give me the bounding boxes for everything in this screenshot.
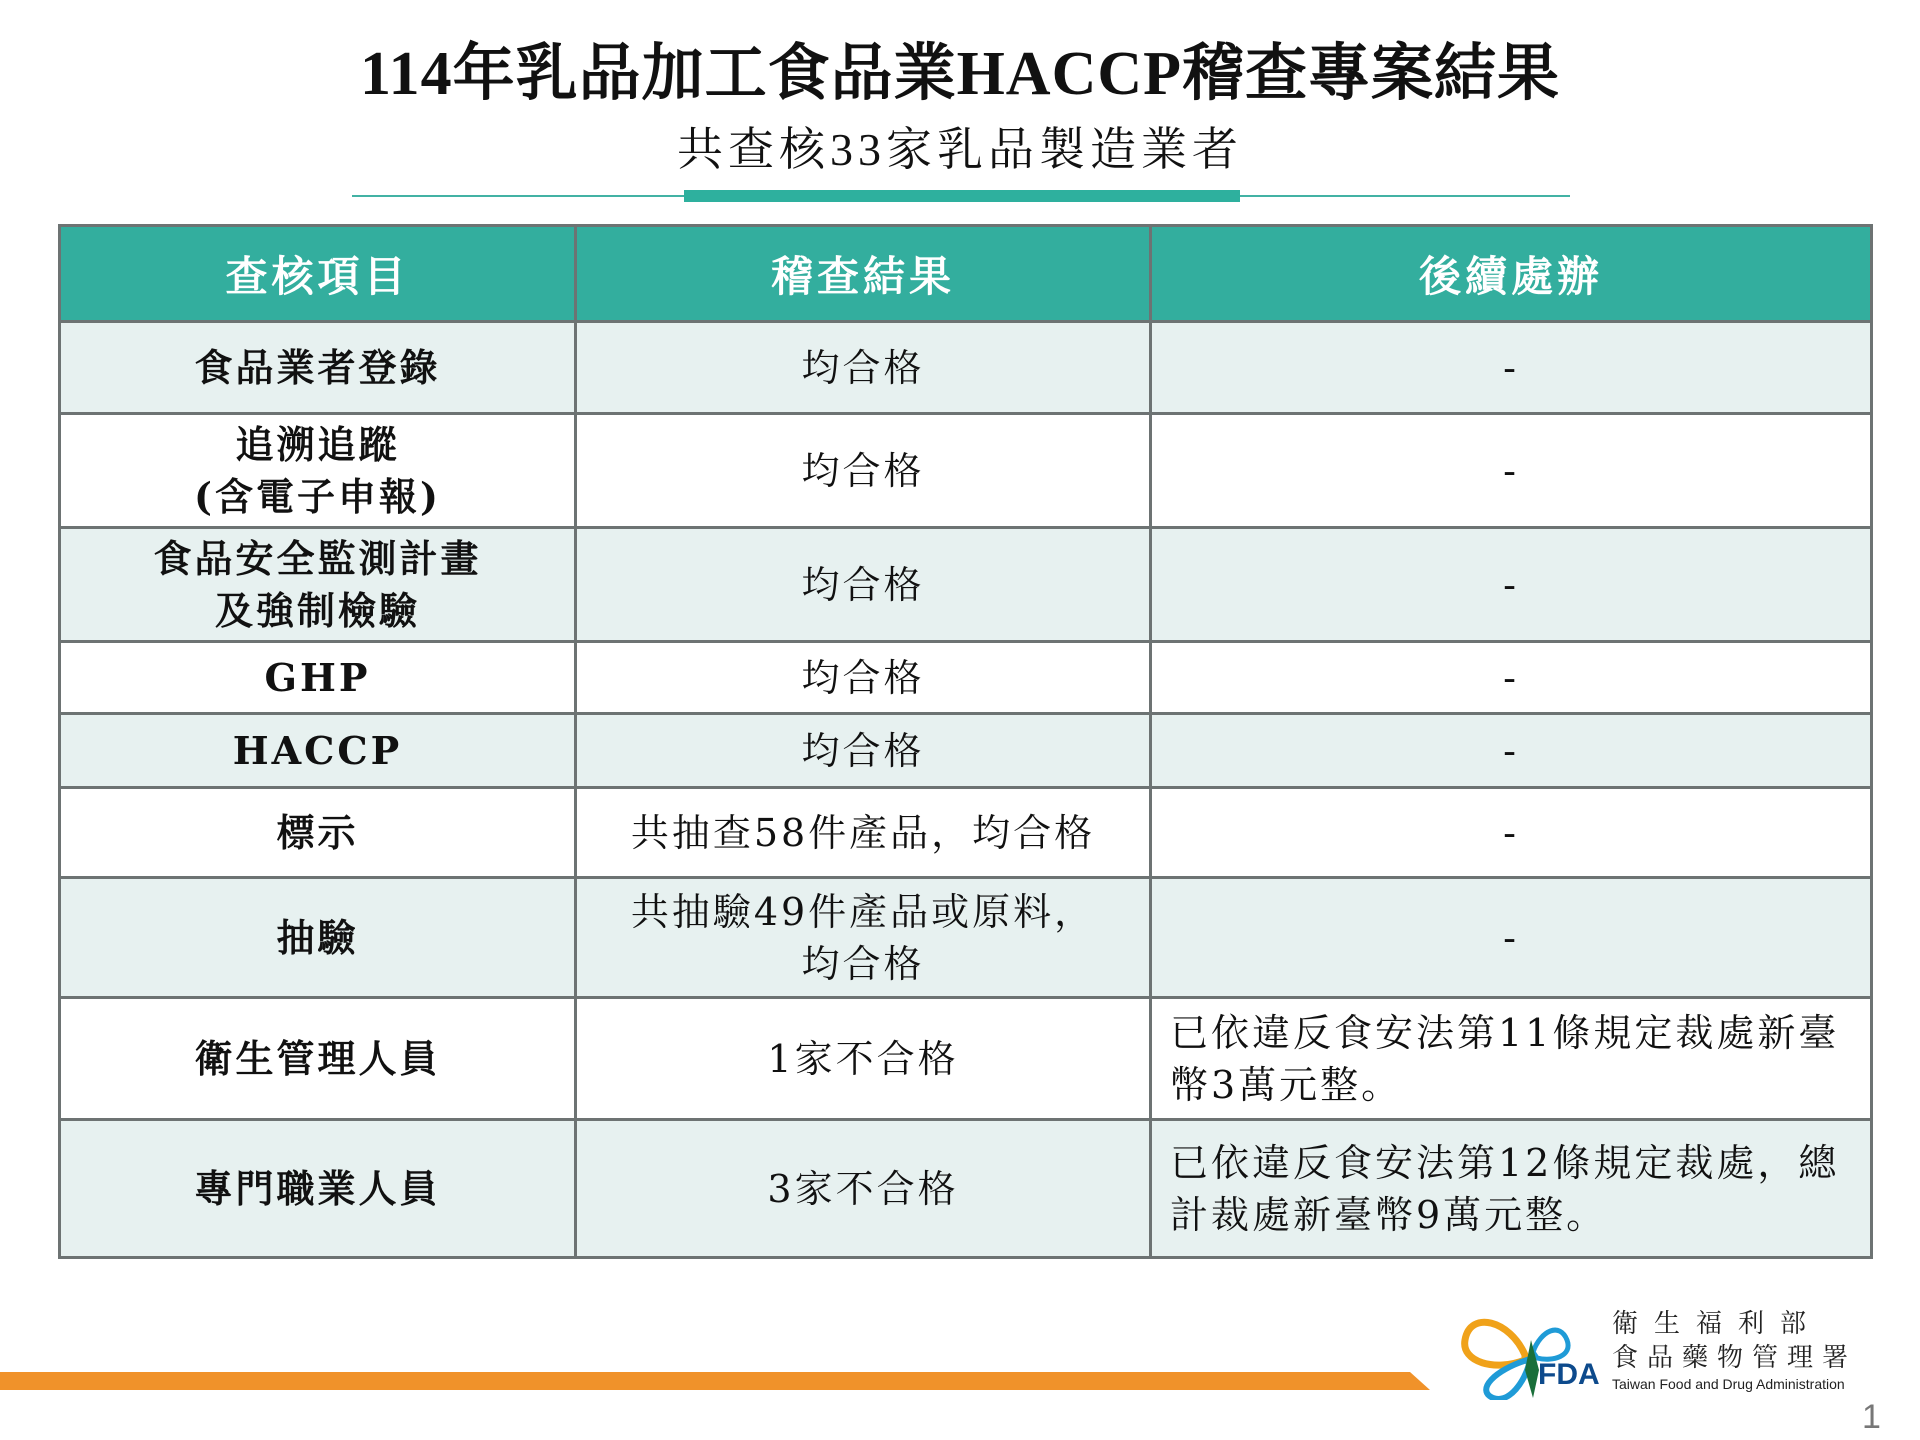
agency-name-block xyxy=(1612,1306,1860,1394)
inspection-result-cell xyxy=(576,642,1151,714)
follow-up-action-line: - xyxy=(1503,562,1519,607)
footer-orange-bar xyxy=(0,1372,1430,1390)
fda-logo-text: FDA xyxy=(1538,1358,1600,1391)
page-subtitle: 共查核33家乳品製造業者 xyxy=(677,124,1243,175)
column-header-action: 後續處辦 xyxy=(1151,226,1872,322)
inspection-result-line: 1家不合格 xyxy=(767,1036,959,1081)
follow-up-action-line: 幣3萬元整。 xyxy=(1170,1062,1403,1107)
inspection-item-line: (含電子申報) xyxy=(194,473,441,519)
inspection-result-line: 均合格 xyxy=(801,448,925,493)
follow-up-action-line: - xyxy=(1503,810,1519,855)
inspection-item-cell xyxy=(60,414,576,528)
follow-up-action-line: - xyxy=(1503,448,1519,493)
follow-up-action-cell xyxy=(1151,878,1872,998)
table-row xyxy=(60,878,1872,998)
table-row xyxy=(60,414,1872,528)
inspection-result-cell xyxy=(576,1120,1151,1258)
inspection-result-line: 3家不合格 xyxy=(767,1166,959,1211)
follow-up-action-line: - xyxy=(1503,915,1519,960)
inspection-result-cell xyxy=(576,414,1151,528)
inspection-result-cell xyxy=(576,528,1151,642)
agency-english-name: Taiwan Food and Drug Administration xyxy=(1612,1376,1845,1392)
inspection-item-line: 衛生管理人員 xyxy=(194,1035,441,1081)
department-name: 食品藥物管理署 xyxy=(1612,1342,1858,1372)
table-row xyxy=(60,1120,1872,1258)
page-number: 1 xyxy=(1862,1398,1881,1436)
follow-up-action-cell xyxy=(1151,322,1872,414)
page-title: 114年乳品加工食品業HACCP稽查專案結果 xyxy=(359,40,1560,108)
inspection-item-cell xyxy=(60,998,576,1120)
inspection-results-table xyxy=(58,224,1873,1259)
inspection-result-cell xyxy=(576,878,1151,998)
table-row xyxy=(60,322,1872,414)
ministry-name: 衛生福利部 xyxy=(1612,1308,1823,1338)
follow-up-action-cell xyxy=(1151,642,1872,714)
inspection-item-line: 及強制檢驗 xyxy=(214,587,420,633)
inspection-item-line: 食品業者登錄 xyxy=(194,344,441,390)
inspection-result-line: 共抽驗49件產品或原料， xyxy=(630,889,1096,934)
inspection-item-line: HACCP xyxy=(232,727,403,773)
inspection-item-line: 追溯追蹤 xyxy=(235,421,400,467)
inspection-item-line: 抽驗 xyxy=(276,914,359,960)
inspection-result-line: 均合格 xyxy=(801,562,925,607)
table-row xyxy=(60,528,1872,642)
table-header-row xyxy=(60,226,1872,322)
inspection-item-line: 食品安全監測計畫 xyxy=(153,535,482,581)
table-row xyxy=(60,998,1872,1120)
inspection-result-line: 共抽查58件產品，均合格 xyxy=(630,810,1096,855)
inspection-result-cell xyxy=(576,788,1151,878)
inspection-item-cell xyxy=(60,714,576,788)
column-header-item: 查核項目 xyxy=(60,226,576,322)
follow-up-action-cell xyxy=(1151,714,1872,788)
inspection-item-cell xyxy=(60,642,576,714)
follow-up-action-cell xyxy=(1151,414,1872,528)
follow-up-action-cell xyxy=(1151,788,1872,878)
inspection-item-cell xyxy=(60,788,576,878)
inspection-item-line: 標示 xyxy=(276,809,359,855)
follow-up-action-line: 計裁處新臺幣9萬元整。 xyxy=(1170,1192,1608,1237)
inspection-result-line: 均合格 xyxy=(801,941,925,986)
inspection-result-line: 均合格 xyxy=(801,655,925,700)
follow-up-action-cell xyxy=(1151,1120,1872,1258)
follow-up-action-line: - xyxy=(1503,728,1519,773)
inspection-item-line: GHP xyxy=(264,654,371,700)
inspection-result-line: 均合格 xyxy=(801,345,925,390)
inspection-result-cell xyxy=(576,714,1151,788)
follow-up-action-cell xyxy=(1151,998,1872,1120)
table-row xyxy=(60,714,1872,788)
inspection-item-cell xyxy=(60,528,576,642)
follow-up-action-cell xyxy=(1151,528,1872,642)
inspection-item-cell xyxy=(60,1120,576,1258)
inspection-item-line: 專門職業人員 xyxy=(194,1165,441,1211)
follow-up-action-line: 已依違反食安法第11條規定裁處新臺 xyxy=(1170,1010,1840,1055)
inspection-result-cell xyxy=(576,998,1151,1120)
table-row xyxy=(60,642,1872,714)
inspection-item-cell xyxy=(60,322,576,414)
inspection-result-cell xyxy=(576,322,1151,414)
inspection-result-line: 均合格 xyxy=(801,728,925,773)
follow-up-action-line: - xyxy=(1503,345,1519,390)
inspection-item-cell xyxy=(60,878,576,998)
title-divider-accent xyxy=(684,190,1240,202)
follow-up-action-line: 已依違反食安法第12條規定裁處，總 xyxy=(1170,1140,1840,1185)
follow-up-action-line: - xyxy=(1503,655,1519,700)
column-header-result: 稽查結果 xyxy=(576,226,1151,322)
table-row xyxy=(60,788,1872,878)
